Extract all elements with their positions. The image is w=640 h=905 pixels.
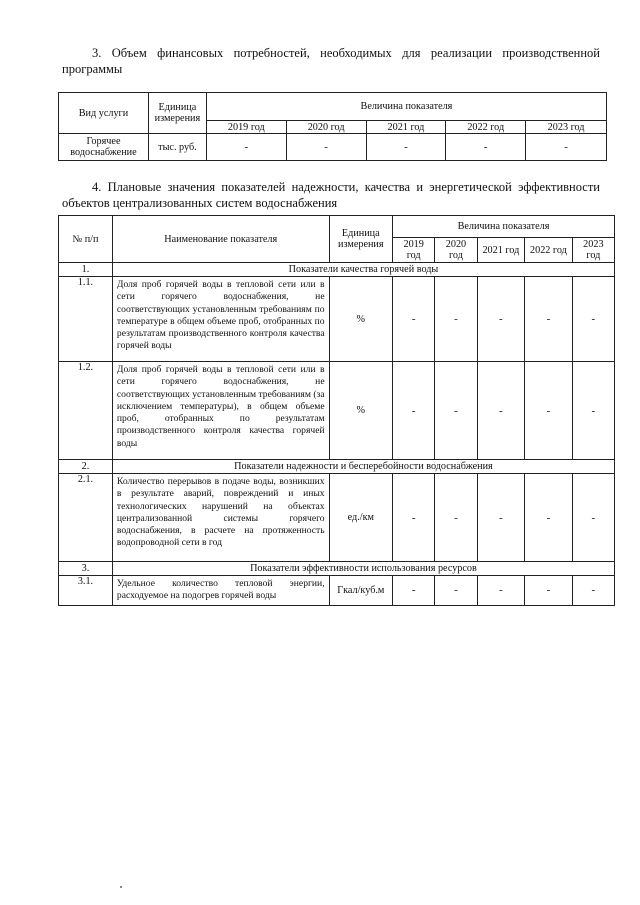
year-header: 2022 год [525,238,573,263]
section3-heading: 3. Объем финансовых потребностей, необходимых для реализации производственной программы [62,46,600,76]
value-cell: - [393,576,435,606]
value-cell: - [477,576,525,606]
value-cell: - [572,474,614,562]
year-header: 2021 год [477,238,525,263]
scan-speck [120,886,122,888]
section-title: Показатели качества горячей воды [112,263,614,277]
value-cell: - [525,362,573,460]
col-header-value: Величина показателя [393,216,615,238]
value-cell: - [526,134,607,161]
section-row [59,263,615,277]
year-header: 2020 год [435,238,477,263]
value-cell: - [366,134,446,161]
unit-cell: ед./км [329,474,392,562]
value-cell: - [393,474,435,562]
value-cell: - [572,576,614,606]
indicator-name: Доля проб горячей воды в тепловой сети или в сети горячего водоснабжения, не соответствующих установленным требованиям (за исключением температуры), в общем объеме проб, отобранных по результатам производственного контроля качества горячей воды [112,362,329,460]
col-header-unit: Единица измерения [329,216,392,263]
table-row [59,134,607,161]
section-num: 2. [59,460,113,474]
year-header: 2019 год [393,238,435,263]
value-cell: - [435,362,477,460]
section4-heading: 4. Плановые значения показателей надежности, качества и энергетической эффективности объектов централизованных систем водоснабжения [62,180,600,210]
value-cell: - [477,474,525,562]
section-title: Показатели эффективности использования ресурсов [112,562,614,576]
value-cell: - [393,277,435,362]
year-header: 2023 год [572,238,614,263]
table-row [59,576,615,606]
row-num: 3.1. [59,576,113,606]
table-row [59,474,615,562]
value-cell: - [206,134,286,161]
value-cell: - [525,474,573,562]
value-cell: - [477,277,525,362]
section-num: 1. [59,263,113,277]
value-cell: - [435,576,477,606]
section-num: 3. [59,562,113,576]
value-cell: - [572,362,614,460]
year-header: 2019 год [206,121,286,134]
section-title: Показатели надежности и бесперебойности водоснабжения [112,460,614,474]
year-header: 2020 год [286,121,366,134]
table-row [59,277,615,362]
unit-cell: % [329,277,392,362]
unit-cell: Гкал/куб.м [329,576,392,606]
indicator-name: Удельное количество тепловой энергии, расходуемое на подогрев горячей воды [112,576,329,606]
section-row [59,562,615,576]
value-cell: - [286,134,366,161]
year-header: 2023 год [526,121,607,134]
row-num: 1.2. [59,362,113,460]
col-header-value: Величина показателя [206,93,606,121]
value-cell: - [435,474,477,562]
row-num: 2.1. [59,474,113,562]
value-cell: - [477,362,525,460]
col-header-service: Вид услуги [59,93,149,134]
value-cell: - [525,277,573,362]
value-cell: - [525,576,573,606]
unit-cell: % [329,362,392,460]
indicators-table [58,215,615,606]
value-cell: - [446,134,526,161]
financial-needs-table [58,92,607,161]
value-cell: - [572,277,614,362]
indicator-name: Количество перерывов в подаче воды, возникших в результате аварий, повреждений и иных технологических нарушений на объектах централизованной системы горячего водоснабжения, в расчете на протяженность водопроводной сети в год [112,474,329,562]
unit-cell: тыс. руб. [148,134,206,161]
table-row [59,362,615,460]
col-header-num: № п/п [59,216,113,263]
row-num: 1.1. [59,277,113,362]
year-header: 2022 год [446,121,526,134]
year-header: 2021 год [366,121,446,134]
indicator-name: Доля проб горячей воды в тепловой сети или в сети горячего водоснабжения, не соответствующих установленным требованиям по температуре в общем объеме проб, отобранных по результатам производственного контроля качества горячей воды [112,277,329,362]
service-name: Горячее водоснабжение [59,134,149,161]
value-cell: - [393,362,435,460]
col-header-name: Наименование показателя [112,216,329,263]
col-header-unit: Единица измерения [148,93,206,134]
value-cell: - [435,277,477,362]
section-row [59,460,615,474]
